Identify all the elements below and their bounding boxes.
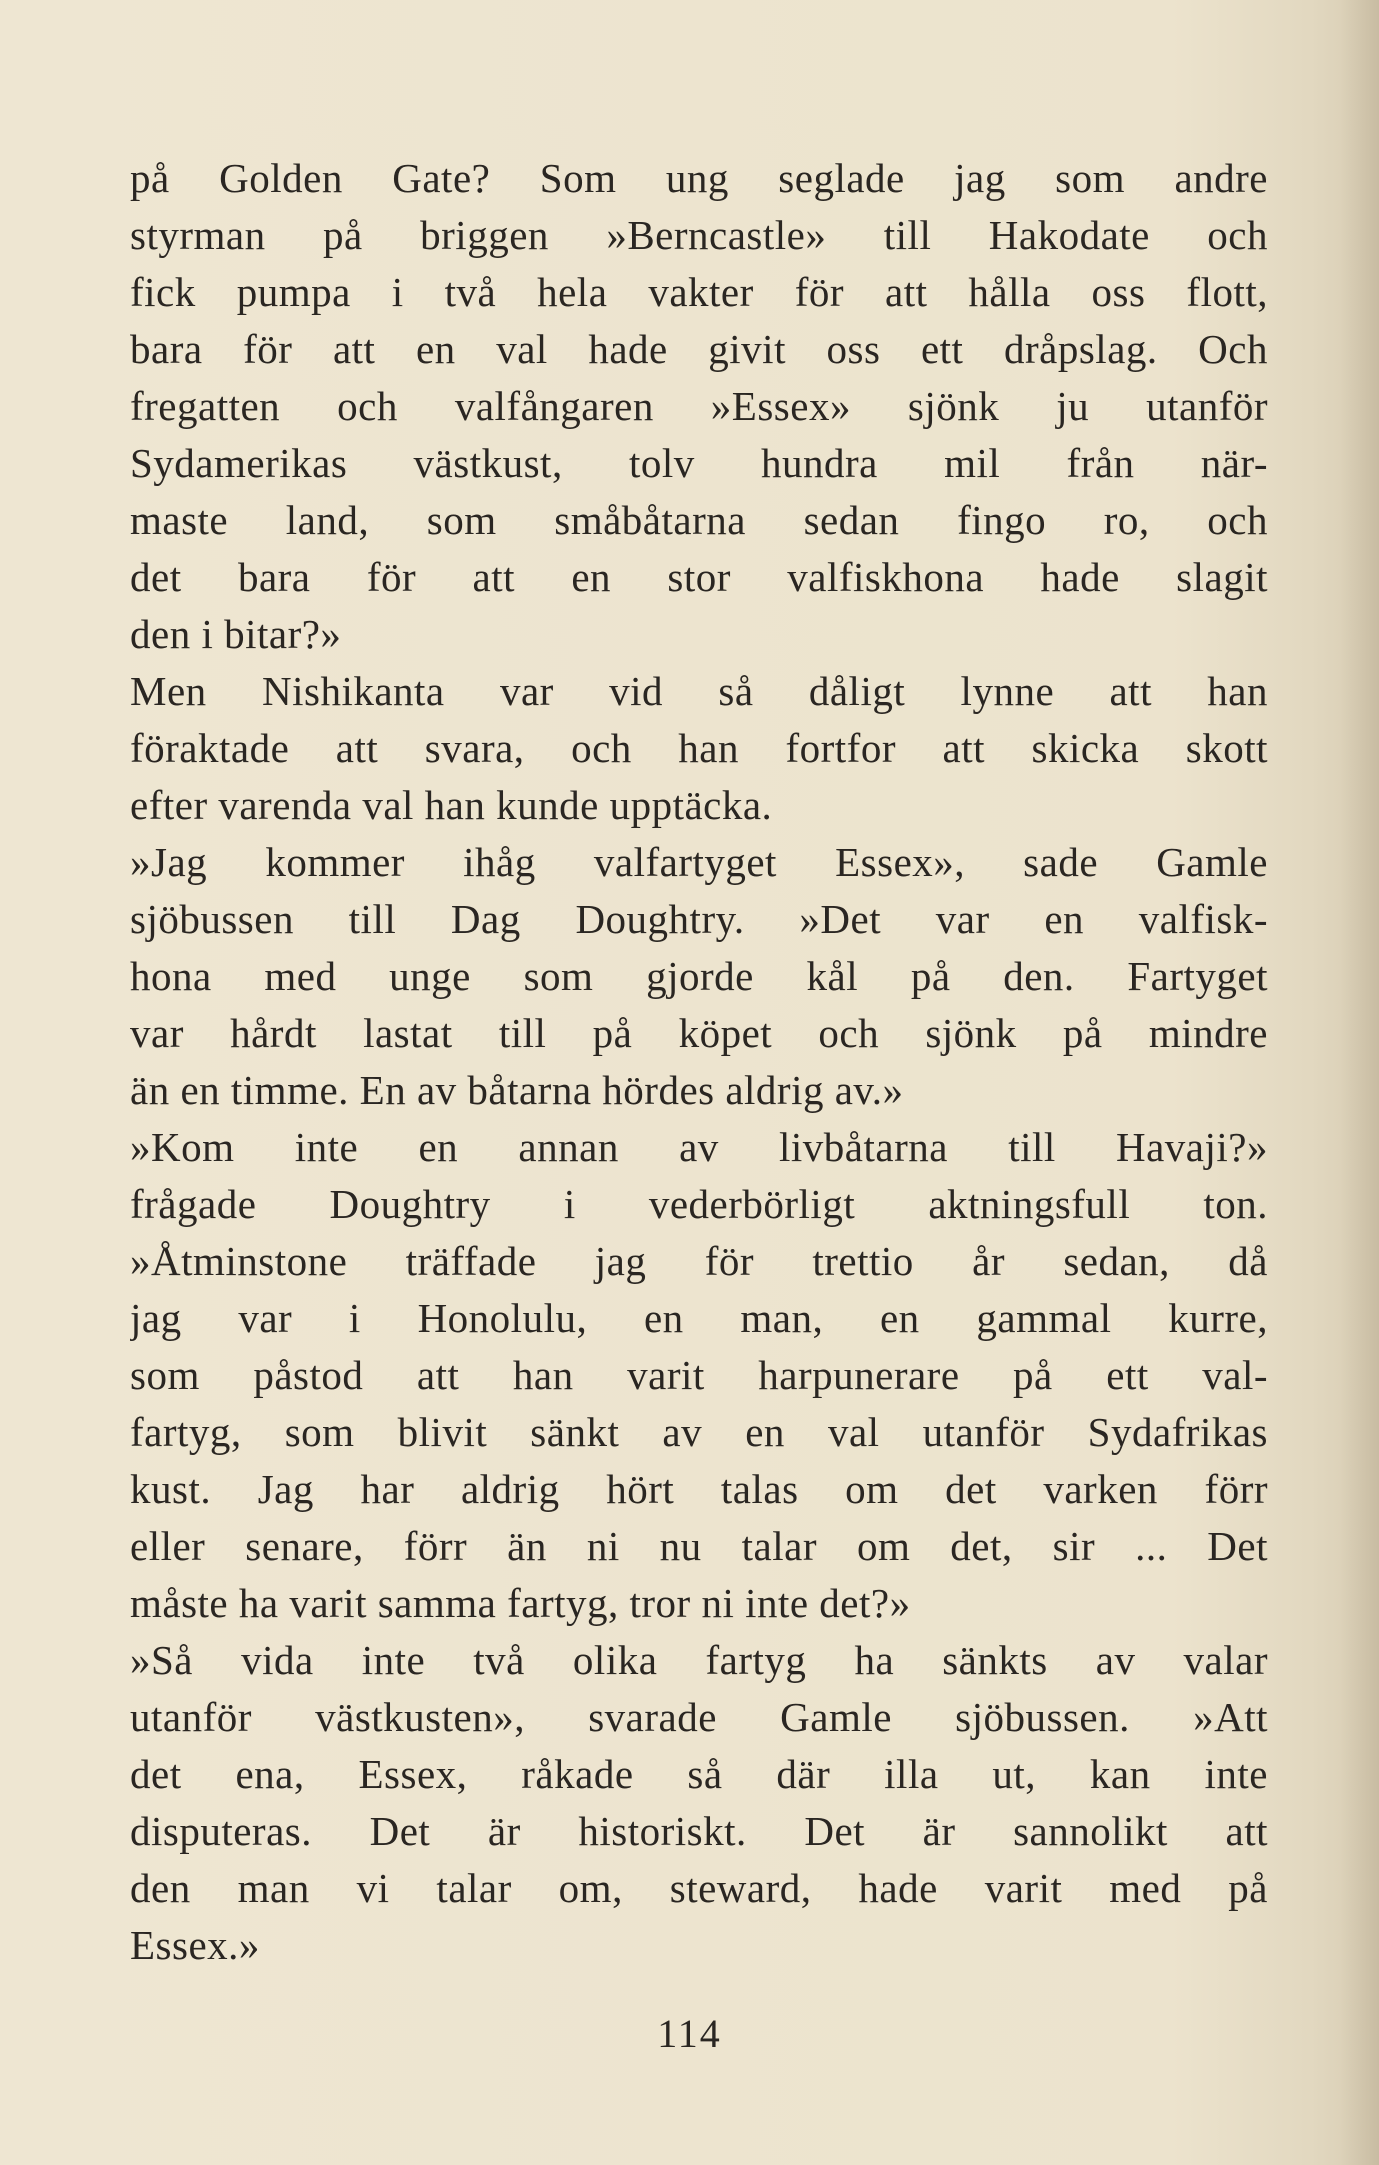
- text-line: det bara för att en stor valfiskhona hade slagit: [130, 554, 1268, 600]
- text-line: jag var i Honolulu, en man, en gammal kurre,: [130, 1295, 1268, 1341]
- text-line: på Golden Gate? Som ung seglade jag som andre: [130, 155, 1268, 201]
- text-line: bara för att en val hade givit oss ett dråpslag. Och: [130, 326, 1268, 372]
- text-line: »Så vida inte två olika fartyg ha sänkts av valar: [130, 1637, 1268, 1683]
- text-line: hona med unge som gjorde kål på den. Fartyget: [130, 953, 1268, 999]
- text-line: »Åtminstone träffade jag för trettio år sedan, då: [130, 1238, 1268, 1284]
- text-line: maste land, som småbåtarna sedan fingo ro, och: [130, 497, 1268, 543]
- text-line: Men Nishikanta var vid så dåligt lynne att han: [130, 668, 1268, 714]
- text-line: var hårdt lastat till på köpet och sjönk på mindre: [130, 1010, 1268, 1056]
- page-number: 114: [657, 2011, 722, 2056]
- text-line: »Jag kommer ihåg valfartyget Essex», sade Gamle: [130, 839, 1268, 885]
- text-line: kust. Jag har aldrig hört talas om det varken förr: [130, 1466, 1268, 1512]
- text-line: fartyg, som blivit sänkt av en val utanför Sydafrikas: [130, 1409, 1268, 1455]
- paragraph-end-line: den i bitar?»: [130, 611, 342, 657]
- text-line: eller senare, förr än ni nu talar om det, sir ... Det: [130, 1523, 1268, 1569]
- page-edge-shadow: [1339, 0, 1379, 2165]
- text-line: frågade Doughtry i vederbörligt aktningsfull ton.: [130, 1181, 1268, 1227]
- text-line: sjöbussen till Dag Doughtry. »Det var en valfisk-: [130, 896, 1268, 942]
- text-line: fick pumpa i två hela vakter för att hålla oss flott,: [130, 269, 1268, 315]
- text-line: det ena, Essex, råkade så där illa ut, kan inte: [130, 1751, 1268, 1797]
- paragraph-end-line: måste ha varit samma fartyg, tror ni inte det?»: [130, 1580, 911, 1626]
- paragraph-end-line: än en timme. En av båtarna hördes aldrig av.»: [130, 1067, 904, 1113]
- text-line: fregatten och valfångaren »Essex» sjönk ju utanför: [130, 383, 1268, 429]
- text-line: »Kom inte en annan av livbåtarna till Havaji?»: [130, 1124, 1268, 1170]
- text-line: utanför västkusten», svarade Gamle sjöbussen. »Att: [130, 1694, 1268, 1740]
- text-line: som påstod att han varit harpunerare på ett val-: [130, 1352, 1268, 1398]
- paragraph-end-line: Essex.»: [130, 1922, 260, 1968]
- text-line: Sydamerikas västkust, tolv hundra mil från när-: [130, 440, 1268, 486]
- text-line: den man vi talar om, steward, hade varit med på: [130, 1865, 1268, 1911]
- body-text: [130, 150, 1268, 1974]
- paragraph-end-line: efter varenda val han kunde upptäcka.: [130, 782, 773, 828]
- text-line: föraktade att svara, och han fortfor att skicka skott: [130, 725, 1268, 771]
- text-line: disputeras. Det är historiskt. Det är sannolikt att: [130, 1808, 1268, 1854]
- text-line: styrman på briggen »Berncastle» till Hakodate och: [130, 212, 1268, 258]
